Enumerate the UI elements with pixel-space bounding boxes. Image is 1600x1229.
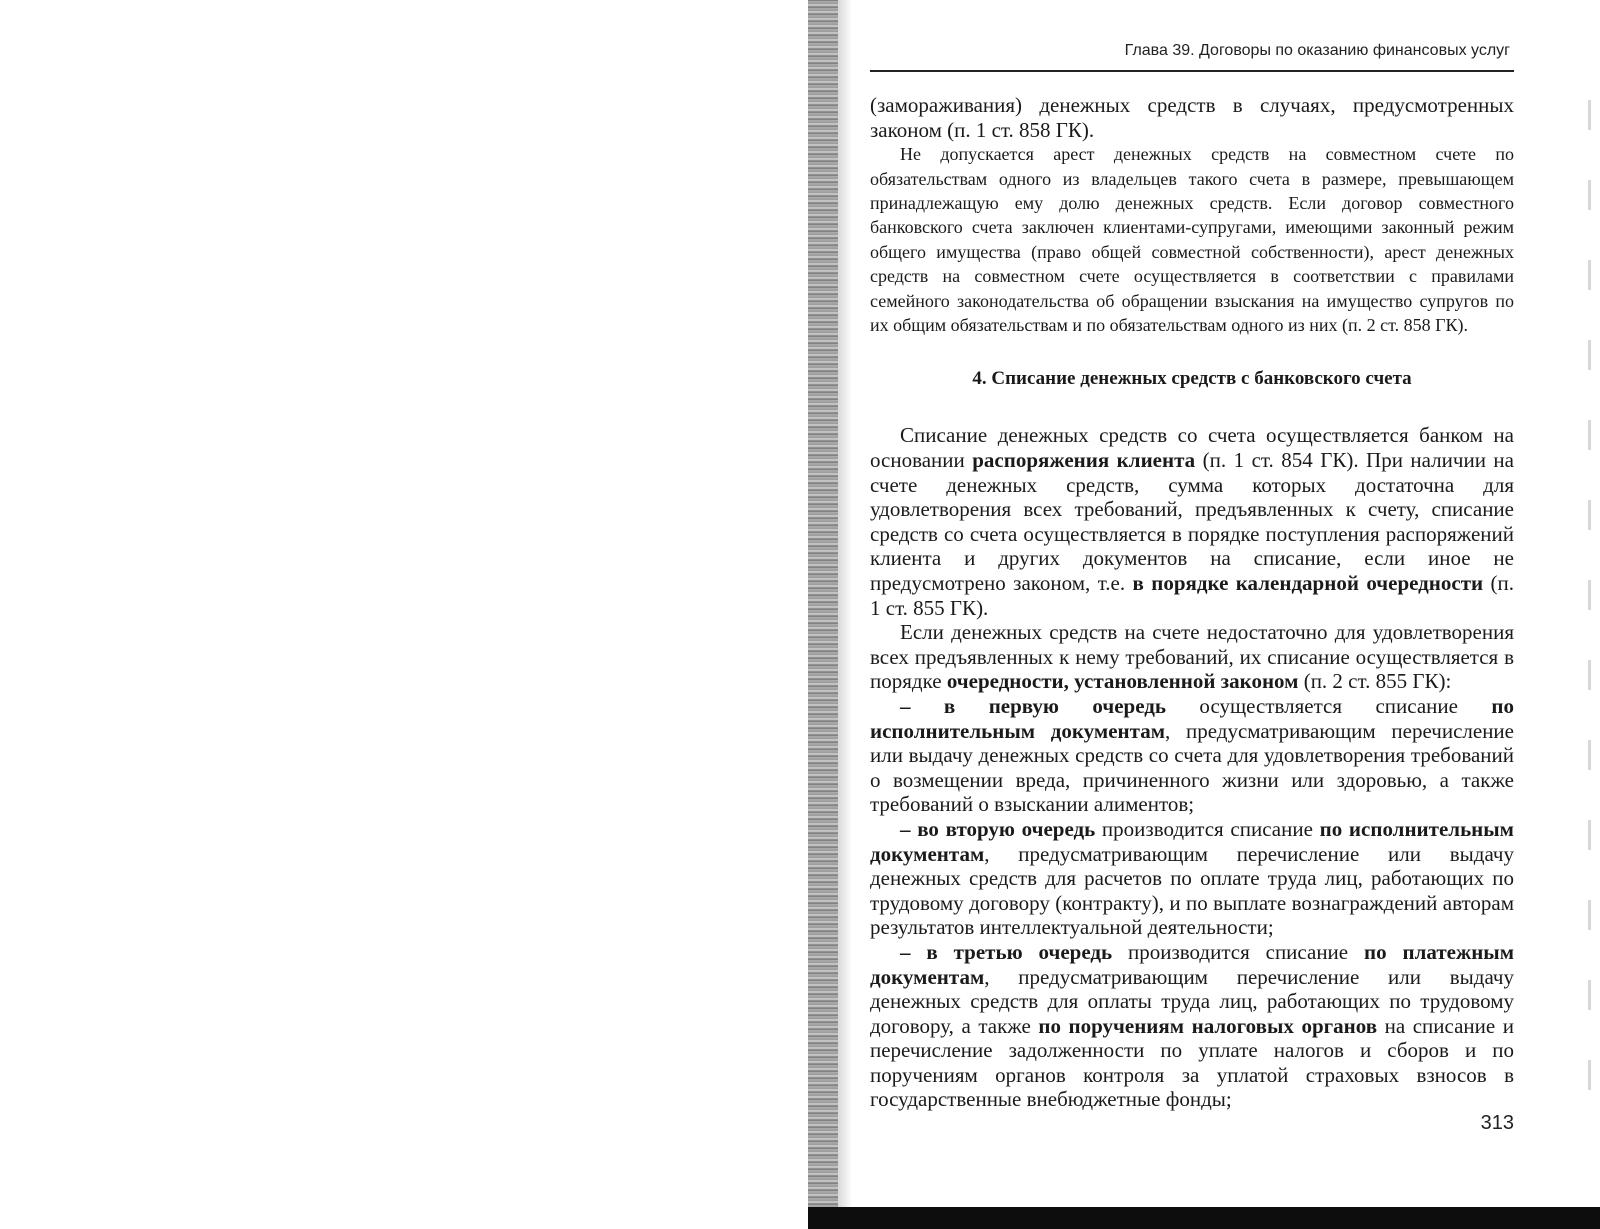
text-run: (п. 1 ст. 855 ГК).	[870, 571, 1515, 620]
list-item-first-priority	[870, 694, 1514, 817]
text-run: , предусматривающим перечисление или выдачу денежных средств для расчетов по оплате труда лиц, работающих по трудовому договору (контракту), и по выплате вознаграждений авторам результатов интеллектуальной деятельности;	[870, 841, 1514, 940]
bold-term: – во вторую очередь	[900, 816, 1096, 841]
paragraph-3	[870, 423, 1514, 620]
text-run: производится списание	[1095, 816, 1320, 841]
paragraph-2: Не допускается арест денежных средств на совместном счете по обязательствам одного из владельцев такого счета в размере, превышающем принадлежащую ему долю денежных средств. Если договор совместного банковского счета заключен клиентами-супругами, имеющими законный режим общего имущества (право общей совместной собственности), арест денежных средств на совместном счете осуществляется в соответствии с правилами семейного законодательства об обращении взыскания на имущество супругов по их общим обязательствам и по обязательствам одного из них (п. 2 ст. 858 ГК).	[870, 144, 1514, 336]
bold-term: по платежным документам	[870, 939, 1514, 989]
paragraph-4	[870, 620, 1514, 694]
section-title: 4. Списание денежных средств с банковского счета	[972, 368, 1412, 390]
bold-term: по исполнительным документам	[870, 693, 1514, 743]
text-run: Если денежных средств на счете недостаточно для удовлетворения всех предъявленных к нему требований, их списание осуществляется в порядке	[870, 620, 1514, 694]
page-content	[870, 93, 1514, 1112]
text-run: , предусматривающим перечисление или выдачу денежных средств для оплаты труда лиц, работающих по трудовому договору, а также	[870, 964, 1514, 1038]
text-run: , предусматривающим перечисление или выдачу денежных средств со счета для удовлетворения требований о возмещении вреда, причиненного жизни или здоровью, а также требований о взыскании алиментов;	[870, 718, 1514, 817]
text-run: осуществляется списание	[1166, 693, 1492, 718]
bold-term: очередности, установленной законом	[946, 669, 1299, 694]
text-run: на списание и перечисление задолженности по уплате налогов и сборов и по поручениям органов контроля за уплатой страховых взносов в государственные внебюджетные фонды;	[870, 1013, 1514, 1112]
page-number: 313	[1480, 1112, 1514, 1134]
bold-term: – в третью очередь	[900, 939, 1113, 964]
running-header: Глава 39. Договоры по оказанию финансовых услуг	[1124, 42, 1510, 59]
book-spine-shadow	[808, 0, 838, 1229]
paragraph-1: (замораживания) денежных средств в случаях, предусмотренных законом (п. 1 ст. 858 ГК).	[870, 93, 1514, 142]
page-right-edge	[1588, 100, 1591, 1140]
bold-term: в порядке календарной очередности	[1132, 571, 1484, 595]
text-run: (п. 1 ст. 854 ГК). При наличии на счете денежных средств, сумма которых достаточна для удовлетворения всех требований, предъявленных к счету, списание средств со счета осуществляется в порядке поступления распоряжений клиента и других документов на списание, если иное не предусмотрено законом, т.е.	[870, 448, 1514, 595]
list-item-third-priority	[870, 940, 1514, 1112]
text-run: Списание денежных средств со счета осуществляется банком на основании	[870, 423, 1514, 473]
text-run: производится списание	[1112, 939, 1365, 964]
bold-term: по исполнительным документам	[870, 816, 1514, 866]
scan-bottom-edge	[808, 1207, 1600, 1229]
list-item-second-priority	[870, 817, 1514, 940]
gutter-shadow	[838, 0, 852, 1229]
header-rule	[870, 70, 1514, 72]
bold-term: распоряжения клиента	[972, 448, 1196, 473]
bold-term: – в первую очередь	[900, 693, 1166, 718]
text-run: (п. 2 ст. 855 ГК):	[1298, 669, 1452, 694]
bold-term: по поручениям налоговых органов	[1038, 1013, 1378, 1038]
